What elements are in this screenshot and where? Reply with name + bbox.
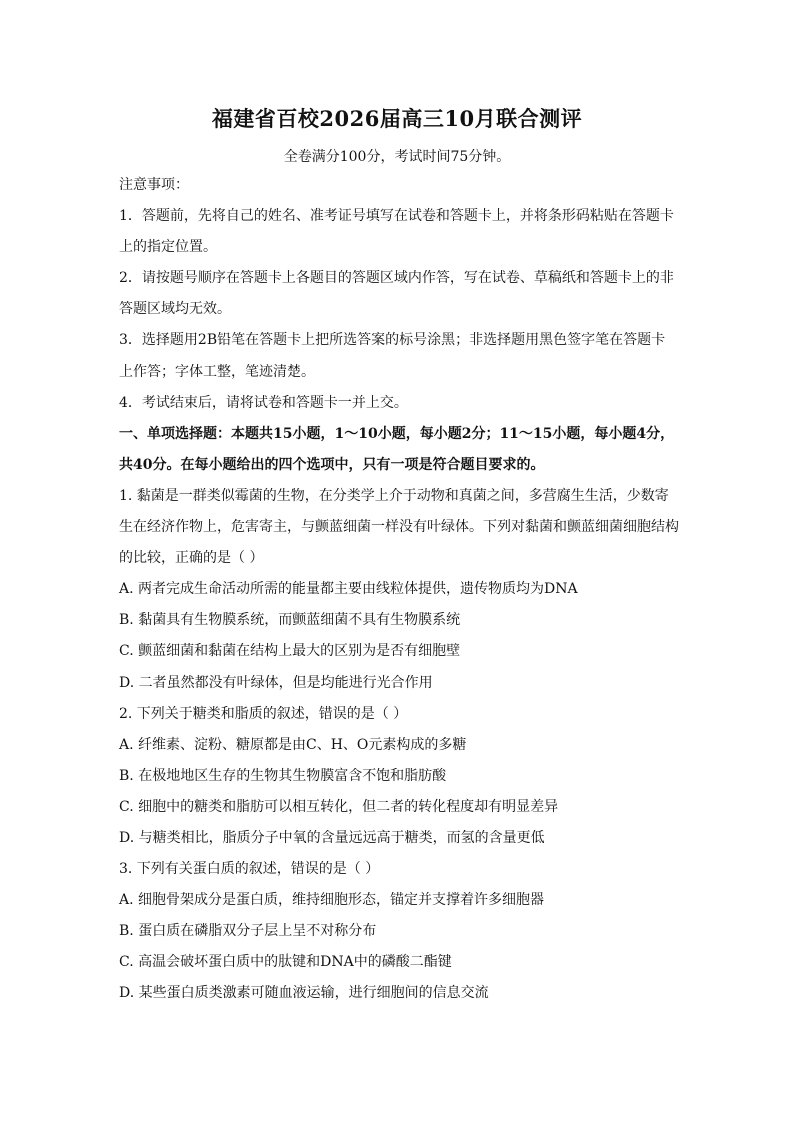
notes-list [119, 201, 681, 419]
question-stem-line: 1. 黏菌是一群类似霉菌的生物，在分类学上介于动物和真菌之间，多营腐生生活，少数寄 [119, 487, 669, 504]
option-d: D. 二者虽然都没有叶绿体，但是均能进行光合作用 [119, 674, 433, 691]
exam-title: 福建省百校2026届高三10月联合测评 [211, 106, 583, 131]
question-stem-line: 3. 下列有关蛋白质的叙述，错误的是（ ） [119, 861, 380, 878]
question-stem-line: 的比较，正确的是（ ） [119, 550, 264, 567]
section-heading [119, 419, 681, 481]
notes-heading: 注意事项： [119, 177, 189, 193]
option-a: A. 纤维素、淀粉、糖原都是由C、H、O元素构成的多糖 [119, 736, 467, 753]
option-b: B. 黏菌具有生物膜系统，而颤蓝细菌不具有生物膜系统 [119, 612, 461, 629]
option-a: A. 细胞骨架成分是蛋白质，维持细胞形态，锚定并支撑着许多细胞器 [119, 892, 545, 909]
option-a: A. 两者完成生命活动所需的能量都主要由线粒体提供，遗传物质均为DNA [119, 581, 578, 598]
exam-subtitle: 全卷满分100分，考试时间75分钟。 [283, 149, 511, 165]
note-line: 2．请按题号顺序在答题卡上各题目的答题区域内作答，写在试卷、草稿纸和答题卡上的非 [119, 270, 674, 287]
exam-body [119, 170, 681, 1010]
option-c: C. 颤蓝细菌和黏菌在结构上最大的区别为是否有细胞壁 [119, 643, 461, 660]
section-heading-line: 一、单项选择题：本题共15小题，1～10小题，每小题2分；11～15小题，每小题4分， [119, 425, 675, 442]
option-b: B. 在极地地区生存的生物其生物膜富含不饱和脂肪酸 [119, 767, 447, 784]
note-line: 4．考试结束后，请将试卷和答题卡一并上交。 [119, 394, 408, 411]
option-d: D. 某些蛋白质类激素可随血液运输，进行细胞间的信息交流 [119, 985, 489, 1002]
option-c: C. 细胞中的糖类和脂肪可以相互转化，但二者的转化程度却有明显差异 [119, 798, 559, 815]
question-2 [119, 699, 681, 854]
question-1 [119, 481, 681, 699]
option-b: B. 蛋白质在磷脂双分子层上呈不对称分布 [119, 923, 377, 940]
note-line: 上作答；字体工整，笔迹清楚。 [119, 363, 315, 380]
note-line: 3．选择题用2B铅笔在答题卡上把所选答案的标号涂黑；非选择题用黑色签字笔在答题卡 [119, 332, 666, 349]
option-d: D. 与糖类相比，脂质分子中氧的含量远远高于糖类，而氢的含量更低 [119, 829, 545, 846]
note-line: 1．答题前，先将自己的姓名、准考证号填写在试卷和答题卡上，并将条形码粘贴在答题卡 [119, 208, 674, 225]
option-c: C. 高温会破坏蛋白质中的肽键和DNA中的磷酸二酯键 [119, 954, 452, 971]
question-3 [119, 854, 681, 1009]
question-stem-line: 生在经济作物上，危害寄主，与颤蓝细菌一样没有叶绿体。下列对黏菌和颤蓝细菌细胞结构 [119, 519, 679, 536]
section-heading-line: 共40分。在每小题给出的四个选项中，只有一项是符合题目要求的。 [119, 456, 545, 473]
question-stem-line: 2. 下列关于糖类和脂质的叙述，错误的是（ ） [119, 705, 408, 722]
note-line: 上的指定位置。 [119, 239, 217, 256]
note-line: 答题区域均无效。 [119, 301, 231, 318]
